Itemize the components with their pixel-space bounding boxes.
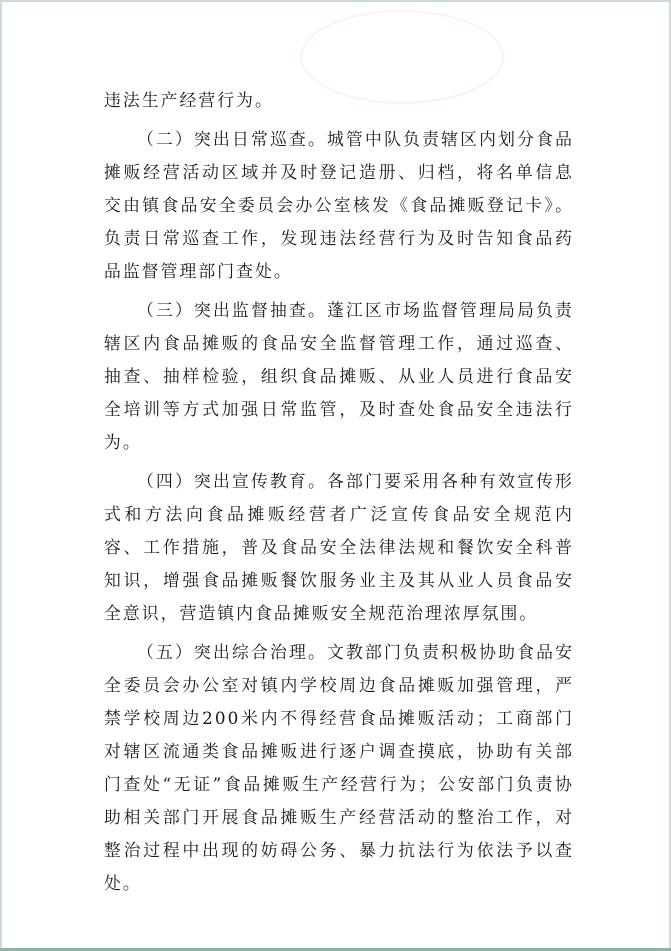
paragraph-continuation: 违法生产经营行为。	[104, 90, 274, 110]
document-body	[104, 84, 574, 900]
page-border-left	[0, 0, 2, 951]
paragraph-daily-patrol: （二）突出日常巡查。城管中队负责辖区内划分食品摊贩经营活动区域并及时登记造册、归档，将名单信息交由镇食品安全委员会办公室核发《食品摊贩登记卡》。负责日常巡查工作，发现违法经营行为及时告知食品药品监督管理部门查处。	[104, 129, 574, 281]
paragraph-publicity-education: （四）突出宣传教育。各部门要采用各种有效宣传形式和方法向食品摊贩经营者广泛宣传食品安全规范内容、工作措施，普及食品安全法律法规和餐饮安全科普知识，增强食品摊贩餐饮服务业主及其从业人员食品安全意识，营造镇内食品摊贩安全规范治理浓厚氛围。	[104, 471, 574, 623]
page-border-top	[0, 0, 671, 2]
paragraph-comprehensive-governance: （五）突出综合治理。文教部门负责积极协助食品安全委员会办公室对镇内学校周边食品摊贩加强管理，严禁学校周边200米内不得经营食品摊贩活动；工商部门对辖区流通类食品摊贩进行逐户调查摸底，协助有关部门查处“无证”食品摊贩生产经营行为；公安部门负责协助相关部门开展食品摊贩生产经营活动的整治工作，对整治过程中出现的妨碍公务、暴力抗法行为依法予以查处。	[104, 642, 574, 893]
paragraph-supervision-inspection: （三）突出监督抽查。蓬江区市场监督管理局局负责辖区内食品摊贩的食品安全监督管理工作，通过巡查、抽查、抽样检验，组织食品摊贩、从业人员进行食品安全培训等方式加强日常监管，及时查处食品安全违法行为。	[104, 300, 574, 452]
